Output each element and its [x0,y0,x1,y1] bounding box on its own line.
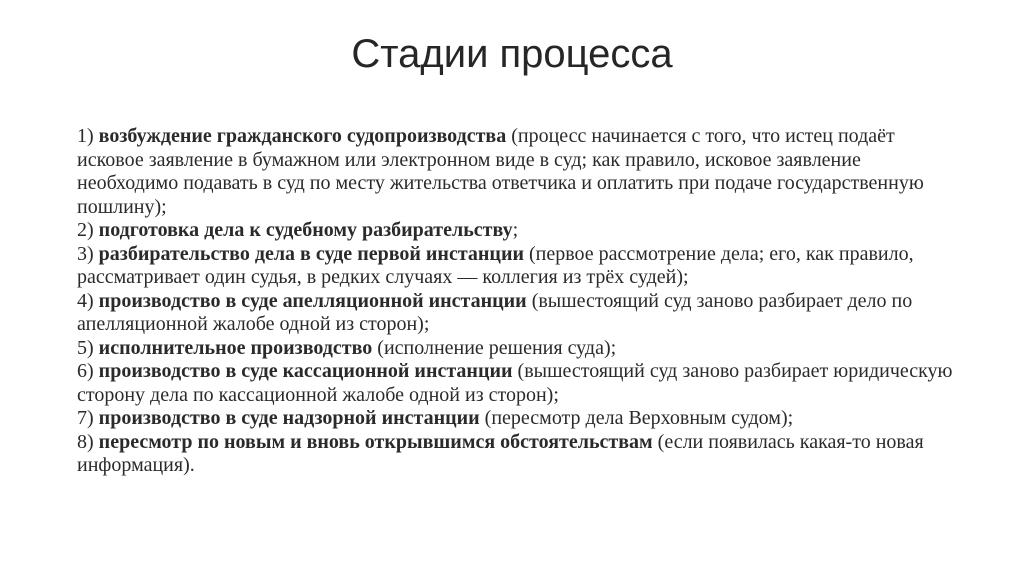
stage-number: 7) [77,407,99,429]
stage-item [77,431,957,478]
stage-description: (процесс начинается с того, что истец подаёт исковое заявление в бумажном или электронном виде в суд; как правило, исковое заявление необходимо подавать в суд по месту жительства ответчика и оплатить при подаче государственную пошлину); [77,125,924,218]
stage-description: (первое рассмотрение дела; его, как правило, рассматривает один судья, в редких случаях — коллегия из трёх судей); [77,242,914,288]
stage-name: пересмотр по новым и вновь открывшимся обстоятельствам [98,430,653,453]
slide-title: Стадии процесса [351,32,673,76]
stage-number: 3) [77,242,99,265]
stage-name: производство в суде апелляционной инстанции [98,289,527,312]
stage-number: 5) [77,336,99,359]
stage-item [77,243,957,290]
stage-number: 2) [77,219,99,241]
stage-number: 6) [77,360,99,382]
stage-name: подготовка дела к судебному разбирательству [98,219,513,241]
stage-name: возбуждение гражданского судопроизводства [98,125,507,147]
stage-description: (вышестоящий суд заново разбирает дело по апелляционной жалобе одной из сторон); [77,289,913,335]
stage-description: (исполнение решения суда); [372,336,617,359]
stage-number: 8) [77,430,99,453]
stage-item [77,360,957,407]
stage-name: производство в суде кассационной инстанции [98,360,513,382]
stage-item [77,337,957,361]
stage-description: (вышестоящий суд заново разбирает юридическую сторону дела по кассационной жалобе одной из сторон); [77,360,953,406]
stage-name: разбирательство дела в суде первой инстанции [98,242,524,265]
stage-item [77,290,957,337]
stage-item [77,407,957,431]
stage-description: ; [512,219,519,241]
stage-item [77,125,957,219]
stage-name: исполнительное производство [98,336,373,359]
stage-description: (если появилась какая-то новая информация). [77,430,924,476]
stage-number: 4) [77,289,99,312]
stage-number: 1) [77,125,99,147]
stage-item [77,219,957,243]
stage-name: производство в суде надзорной инстанции [98,407,480,429]
stage-description: (пересмотр дела Верховным судом); [479,407,794,429]
stages-list [77,125,957,478]
